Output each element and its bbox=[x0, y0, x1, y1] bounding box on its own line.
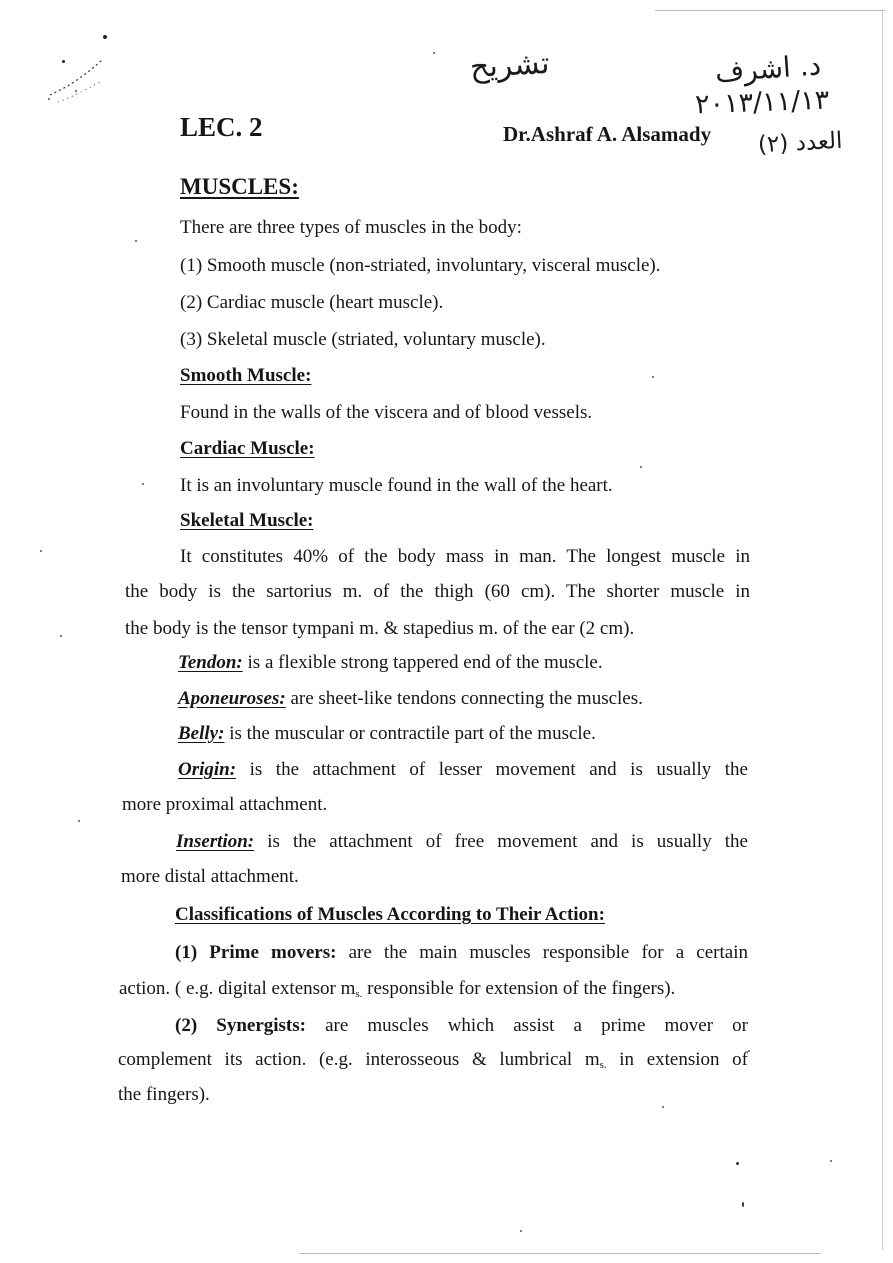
handwritten-date: ٢٠١٣/١١/١٣ bbox=[694, 84, 830, 121]
smooth-muscle-text: Found in the walls of the viscera and of blood vessels. bbox=[180, 402, 593, 423]
synergists-continuation-2: the fingers). bbox=[118, 1084, 210, 1105]
insertion-definition bbox=[176, 831, 748, 853]
intro-text: There are three types of muscles in the body: bbox=[180, 217, 522, 238]
origin-text: is the attachment of lesser movement and is usually the bbox=[236, 759, 748, 780]
skeletal-line-3: the body is the tensor tympani m. & stapedius m. of the ear (2 cm). bbox=[125, 618, 635, 639]
synergists-continuation: complement its action. (e.g. interosseous & lumbrical $m_{s.}$ in extension of bbox=[118, 1049, 748, 1071]
scan-top-rule bbox=[655, 10, 885, 11]
page-heading: MUSCLES: bbox=[180, 174, 299, 199]
synergists-text: are muscles which assist a prime mover or bbox=[305, 1015, 748, 1036]
prime-movers-label: (1) Prime movers: bbox=[175, 942, 337, 963]
tendon-term: Tendon: bbox=[178, 652, 243, 673]
origin-term: Origin: bbox=[178, 759, 237, 780]
insertion-continuation: more distal attachment. bbox=[121, 866, 299, 887]
skeletal-muscle-heading: Skeletal Muscle: bbox=[180, 510, 314, 531]
aponeuroses-term: Aponeuroses: bbox=[178, 688, 286, 709]
synergists-line bbox=[175, 1015, 748, 1037]
classification-heading: Classifications of Muscles According to Their Action: bbox=[175, 904, 605, 925]
origin-continuation: more proximal attachment. bbox=[122, 794, 328, 815]
handwritten-doctor: د. اشرف bbox=[713, 48, 823, 89]
prime-movers-line bbox=[175, 942, 748, 964]
prime-movers-text: are the main muscles responsible for a certain bbox=[336, 942, 748, 963]
belly-term: Belly: bbox=[178, 723, 225, 744]
lecture-number: LEC. 2 bbox=[180, 112, 263, 142]
tendon-definition bbox=[178, 652, 603, 674]
origin-definition bbox=[178, 759, 748, 781]
prime-movers-continuation: action. ( e.g. digital extensor $m_{s.}$ responsible for extension of the fingers). bbox=[119, 978, 676, 1000]
type-item-1: (1) Smooth muscle (non-striated, involuntary, visceral muscle). bbox=[180, 255, 661, 276]
insertion-text: is the attachment of free movement and is usually the bbox=[254, 831, 748, 852]
skeletal-line-2: the body is the sartorius m. of the thigh (60 cm). The shorter muscle in bbox=[125, 581, 750, 602]
skeletal-line-1: It constitutes 40% of the body mass in man. The longest muscle in bbox=[180, 546, 750, 567]
cardiac-muscle-text: It is an involuntary muscle found in the wall of the heart. bbox=[180, 475, 613, 496]
cardiac-muscle-heading: Cardiac Muscle: bbox=[180, 438, 315, 459]
belly-text: is the muscular or contractile part of the muscle. bbox=[224, 723, 596, 744]
handwritten-subject: تشريح bbox=[469, 45, 551, 86]
aponeuroses-definition bbox=[178, 688, 643, 710]
synergists-label: (2) Synergists: bbox=[175, 1015, 306, 1036]
handwritten-issue: العدد (٢) bbox=[757, 127, 844, 159]
aponeuroses-text: are sheet-like tendons connecting the muscles. bbox=[285, 688, 643, 709]
author-name: Dr.Ashraf A. Alsamady bbox=[503, 122, 712, 146]
type-item-3: (3) Skeletal muscle (striated, voluntary muscle). bbox=[180, 329, 546, 350]
type-item-2: (2) Cardiac muscle (heart muscle). bbox=[180, 292, 444, 313]
scan-bottom-rule bbox=[300, 1253, 820, 1254]
insertion-term: Insertion: bbox=[176, 831, 255, 852]
tendon-text: is a flexible strong tappered end of the muscle. bbox=[242, 652, 603, 673]
handwriting-scribble-icon bbox=[40, 40, 120, 110]
belly-definition bbox=[178, 723, 596, 745]
scan-right-rule bbox=[882, 10, 883, 1250]
smooth-muscle-heading: Smooth Muscle: bbox=[180, 365, 312, 386]
